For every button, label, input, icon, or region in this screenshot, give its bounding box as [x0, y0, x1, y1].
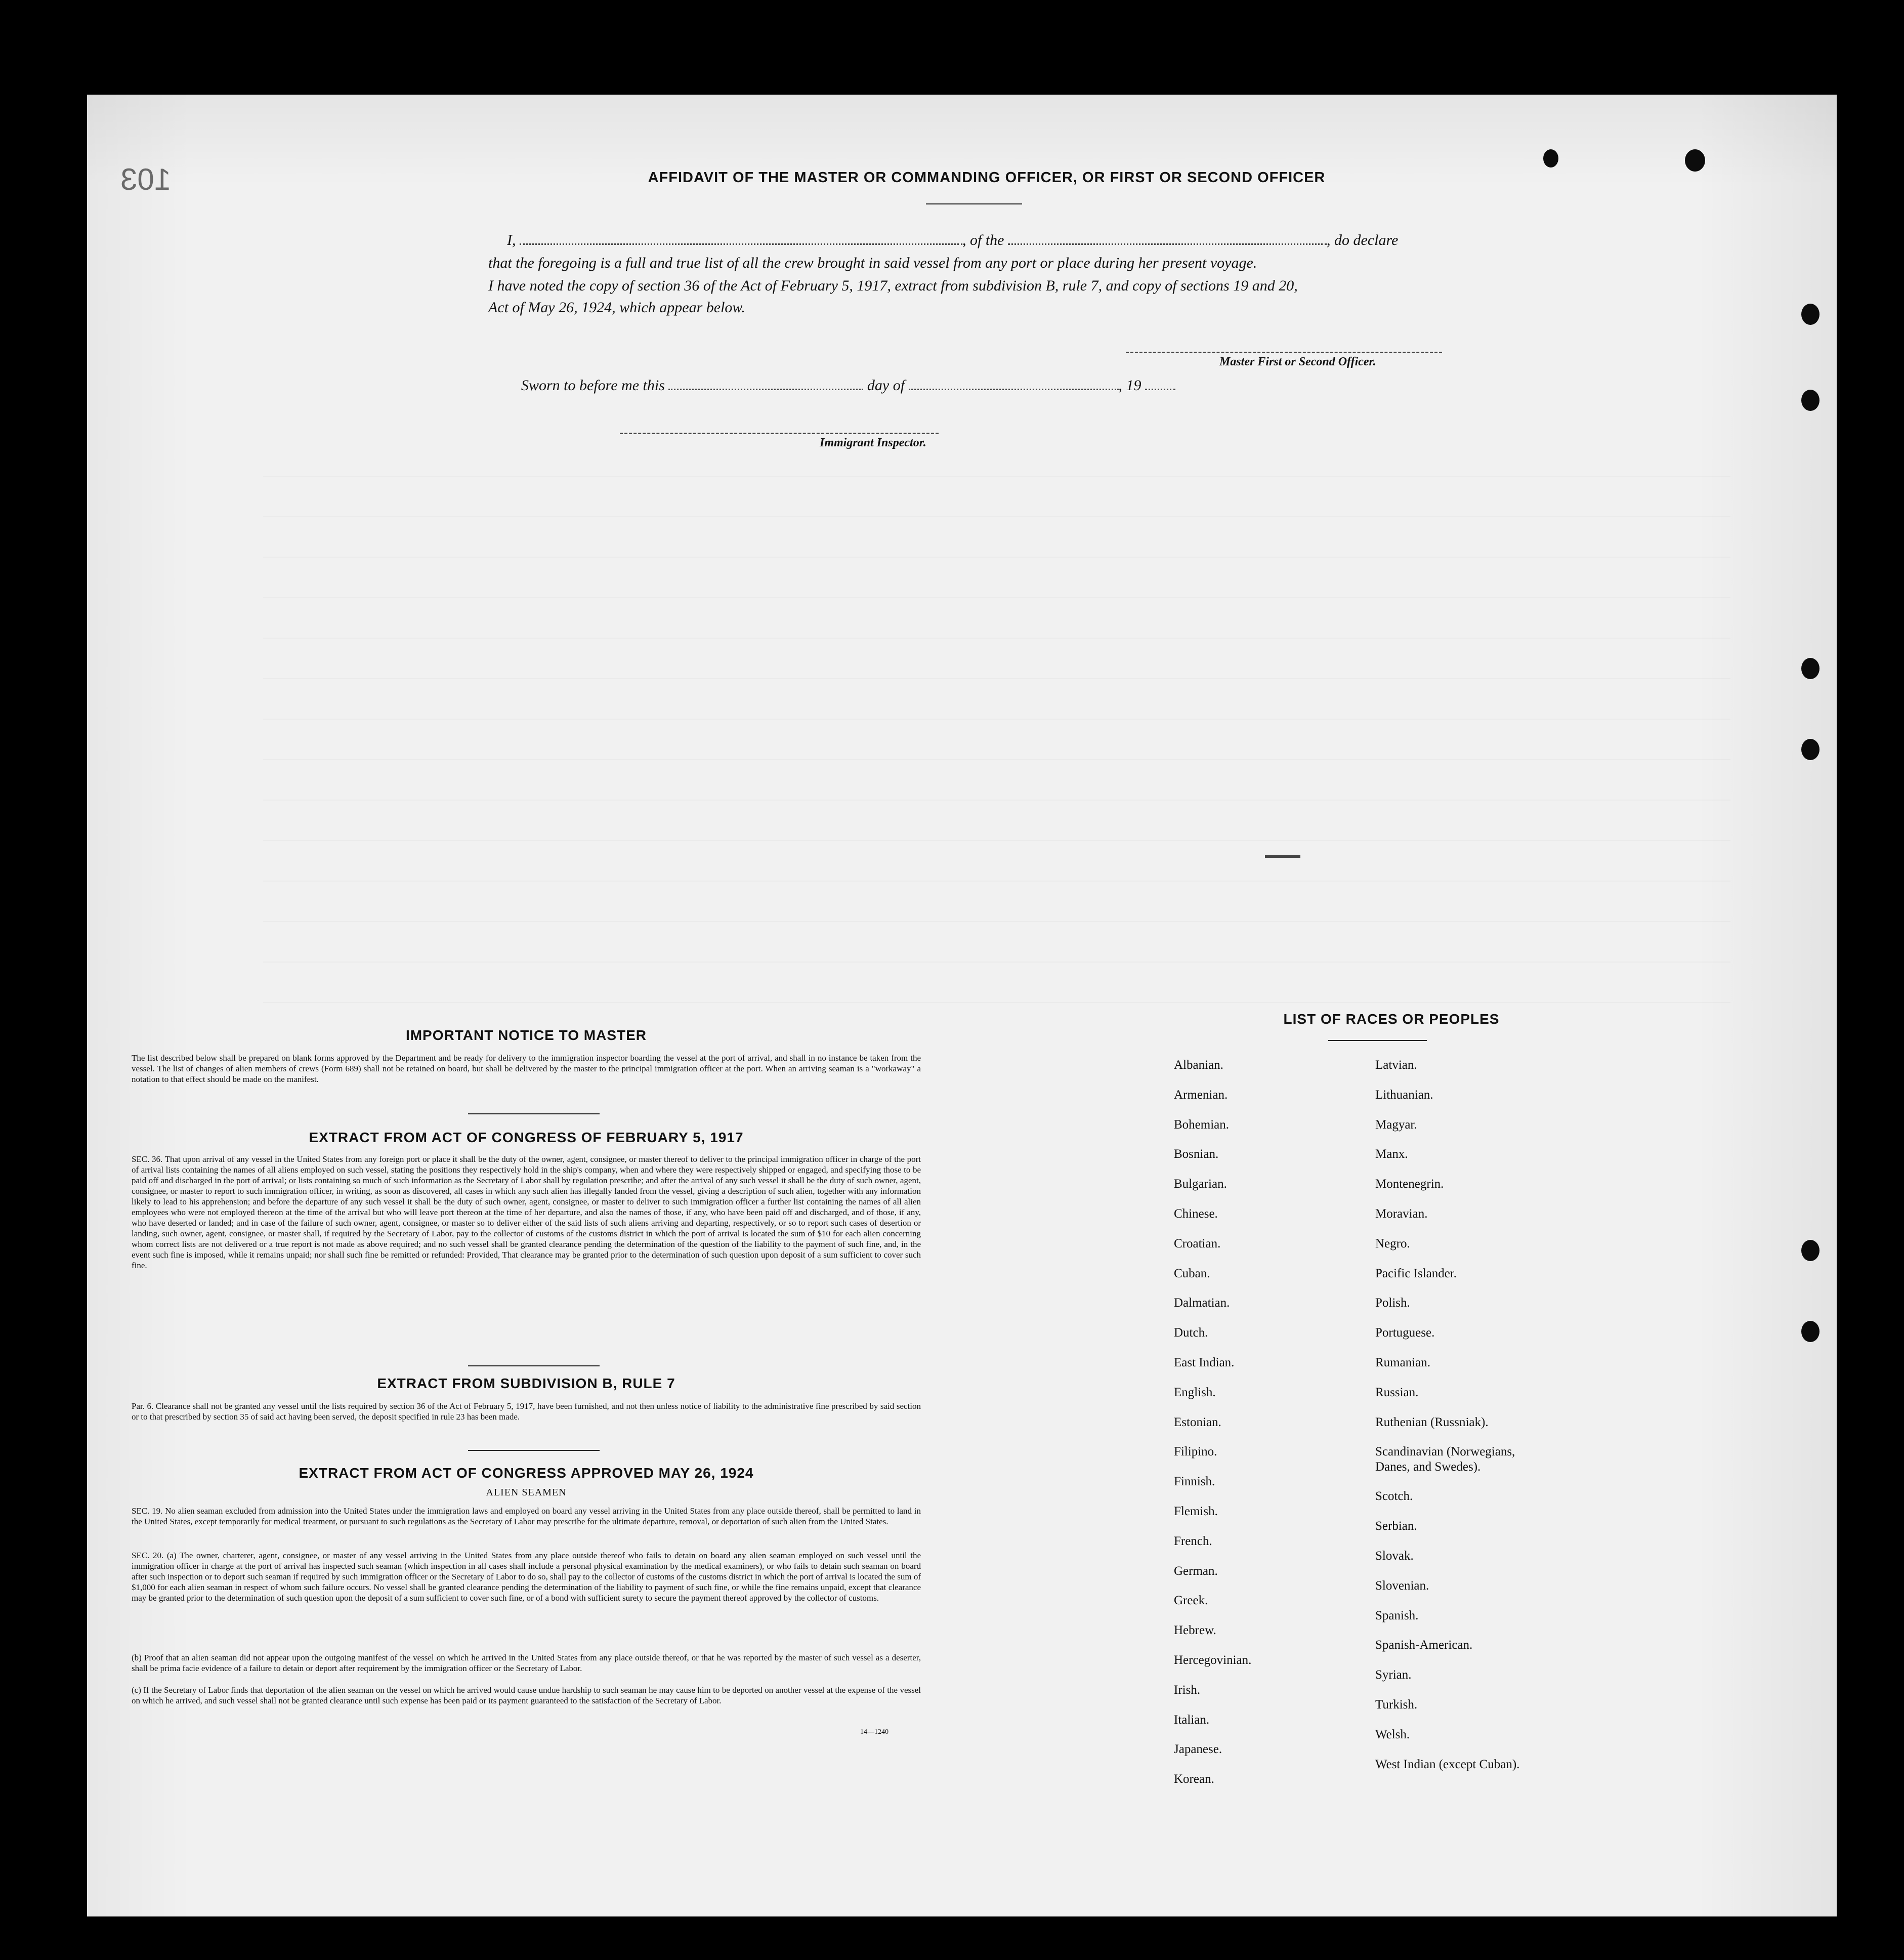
sworn-year-prefix: , 19 [1118, 377, 1141, 394]
affidavit-line-1 [507, 232, 1398, 249]
race-item: Albanian. [1174, 1058, 1223, 1072]
bleed-through-line [263, 962, 1730, 963]
extract-1924-sec20a: SEC. 20. (a) The owner, charterer, agent, consignee, or master of any vessel arriving in the United States from any place outside thereof who fails to detain on board any alien seaman employed on such vessel until the immigration officer in charge at the port of arrival has inspected such seaman (which inspection in all cases shall include a personal physical examination by the medical examiners), or who fails to detain such seaman on board after such inspection or to deport such seaman if required by such immigration officer or the Secretary of Labor to do so, shall pay to the collector of customs of the customs district in which the port of arrival is located the sum of $1,000 for each alien seaman in respect of whom such failure occurs. No vessel shall be granted clearance pending the determination of the liability to payment of such fine, or while the fine remains unpaid, except that clearance may be granted prior to the determination of such question upon the deposit of a sum sufficient to cover such fine, or of a bond with sufficient surety to secure the payment thereof approved by the collector of customs. [132, 1551, 921, 1603]
race-item: Spanish. [1375, 1608, 1419, 1622]
sworn-line [521, 377, 1175, 394]
race-item: Japanese. [1174, 1742, 1222, 1757]
bleed-through-line [263, 719, 1730, 720]
race-item: German. [1174, 1564, 1218, 1578]
sworn-month-field[interactable] [909, 389, 1119, 390]
race-item: Armenian. [1174, 1088, 1228, 1102]
race-item: Dalmatian. [1174, 1296, 1230, 1310]
bleed-through-line [263, 800, 1730, 801]
race-item: Bosnian. [1174, 1147, 1219, 1161]
extract-rule7-title: EXTRACT FROM SUBDIVISION B, RULE 7 [377, 1375, 675, 1391]
race-item: Serbian. [1375, 1519, 1417, 1533]
binder-hole [1801, 304, 1820, 325]
race-item: Korean. [1174, 1772, 1214, 1786]
race-item: Slovak. [1375, 1549, 1414, 1563]
declarant-of-label: , of the [962, 232, 1004, 248]
binder-hole [1801, 739, 1820, 760]
declarant-prefix: I, [507, 232, 516, 248]
race-item: Spanish-American. [1375, 1638, 1473, 1652]
race-item: Irish. [1174, 1683, 1201, 1697]
binder-hole [1685, 149, 1705, 172]
binder-hole [1543, 149, 1558, 168]
sworn-date-field[interactable] [668, 389, 863, 390]
master-signature-line[interactable] [1126, 352, 1442, 353]
race-item: Russian. [1375, 1385, 1419, 1399]
race-item: English. [1174, 1385, 1216, 1399]
race-item: East Indian. [1174, 1355, 1235, 1369]
declarant-name-field[interactable] [520, 243, 962, 245]
race-item: West Indian (except Cuban). [1375, 1757, 1520, 1771]
notice-title: IMPORTANT NOTICE TO MASTER [405, 1027, 647, 1043]
race-item: Filipino. [1174, 1445, 1217, 1459]
bleed-through-line [263, 597, 1730, 598]
divider [468, 1450, 600, 1451]
race-item: Hebrew. [1174, 1623, 1216, 1638]
bleed-through-line [263, 921, 1730, 922]
bleed-through-line [263, 557, 1730, 558]
race-item: Greek. [1174, 1594, 1208, 1608]
extract-rule7-body: Par. 6. Clearance shall not be granted any vessel until the lists required by section 36 of the Act of February 5, 1917, have been furnished, and not then unless notice of liability to the administrative fine prescribed by said section or to that prescribed by section 35 of said act having been served, the deposit specified in rule 23 has been made. [132, 1401, 921, 1422]
race-item: Dutch. [1174, 1326, 1208, 1340]
race-item: Scandinavian (Norwegians, Danes, and Swedes). [1375, 1445, 1515, 1474]
bleed-through-line [263, 638, 1730, 639]
extract-1924-sec19: SEC. 19. No alien seaman excluded from admission into the United States under the immigration laws and employed on board any vessel arriving in the United States from any place outside thereof, shall be permitted to land in the United States, except temporarily for medical treatment, or pursuant to such regulations as the Secretary of Labor may prescribe for the ultimate departure, removal, or deportation of such alien from the United States. [132, 1506, 921, 1526]
race-item: Flemish. [1174, 1504, 1218, 1518]
race-item: Chinese. [1174, 1206, 1218, 1221]
race-item: Polish. [1375, 1296, 1410, 1310]
bleed-through-line [263, 516, 1730, 517]
races-right-column [1375, 1058, 1638, 1786]
extract-1924-sec20c: (c) If the Secretary of Labor finds that deportation of the alien seaman on the vessel on which he arrived would cause undue hardship to such seaman he may cause him to be deported on another vessel at the expense of the vessel on which he arrived, and such vessel shall not be granted clearance until such expense has been paid or its payment guaranteed to the satisfaction of the Secretary of Labor. [132, 1685, 921, 1705]
binder-hole [1801, 1321, 1820, 1342]
bleed-through-line [263, 476, 1730, 477]
extract-1917-body: SEC. 36. That upon arrival of any vessel in the United States from any foreign port or place it shall be the duty of the owner, agent, consignee, or master thereof to deliver to the principal immigration officer in charge of the port of arrival lists containing the names of all aliens employed on such vessel, stating the positions they respectively hold in the ship's company, when and where they were respectively shipped or engaged, and specifying those to be paid off and discharged in the port of arrival; or lists containing so much of such information as the Secretary of Labor shall by regulation prescribe; and after the arrival of any such vessel it shall be the duty of such owner, agent, consignee, or master to report to such immigration officer, in writing, as soon as discovered, all cases in which any such alien has illegally landed from the vessel, giving a description of such alien, together with any information likely to lead to his apprehension; and before the departure of any such vessel it shall be the duty of such owner, agent, consignee, or master to deliver to such immigration officer a further list containing the names of all alien employees who were not employed thereon at the time of the arrival but who will leave port thereon at the time of her departure, and also the names of those, if any, who have been paid off and discharged, and of those, if any, who have deserted or landed; and in case of the failure of such owner, agent, consignee, or master so to deliver either of the said lists of such aliens arriving and departing, respectively, or so to report such cases of desertion or landing, such owner, agent, consignee, or master shall, if required by the Secretary of Labor, pay to the collector of customs of the customs district in which the port of arrival is located the sum of $10 for each alien concerning whom correct lists are not delivered or a true report is not made as above required; and no such vessel shall be granted clearance pending the determination of the question of the liability to the payment of such fine, and, in the event such fine is imposed, while it remains unpaid; nor shall such fine be remitted or refunded: Provided, That clearance may be granted prior to the determination of such question upon deposit of a sum sufficient to cover such fine. [132, 1154, 921, 1270]
bleed-through-line [263, 678, 1730, 679]
race-item: Negro. [1375, 1236, 1410, 1250]
bleed-through-line [263, 881, 1730, 882]
sworn-day-of: day of [867, 377, 905, 394]
divider [468, 1113, 600, 1114]
binder-hole [1801, 1240, 1820, 1261]
bleed-through-line [263, 1002, 1730, 1003]
extract-1924-subtitle: ALIEN SEAMEN [486, 1487, 567, 1498]
race-item: Lithuanian. [1375, 1088, 1433, 1102]
sworn-prefix: Sworn to before me this [521, 377, 665, 394]
race-item: Rumanian. [1375, 1355, 1431, 1369]
race-item: Bulgarian. [1174, 1177, 1227, 1191]
race-item: Croatian. [1174, 1236, 1221, 1250]
race-item: Hercegovinian. [1174, 1653, 1252, 1667]
race-item: Ruthenian (Russniak). [1375, 1415, 1489, 1429]
race-item: Bohemian. [1174, 1117, 1230, 1132]
extract-1917-title: EXTRACT FROM ACT OF CONGRESS OF FEBRUARY 5, 1917 [309, 1130, 744, 1145]
race-item: French. [1174, 1534, 1212, 1548]
divider [468, 1365, 600, 1366]
affidavit-line-2: that the foregoing is a full and true list of all the crew brought in said vessel from any port or place during her present voyage. [488, 255, 1257, 271]
race-item: Manx. [1375, 1147, 1408, 1161]
bleed-through-line [263, 759, 1730, 760]
race-item: Scotch. [1375, 1489, 1413, 1504]
race-item: Finnish. [1174, 1475, 1215, 1489]
race-item: Syrian. [1375, 1668, 1412, 1682]
race-item: Italian. [1174, 1713, 1210, 1727]
affidavit-title: AFFIDAVIT OF THE MASTER OR COMMANDING OFFICER, OR FIRST OR SECOND OFFICER [648, 170, 1326, 186]
race-item: Cuban. [1174, 1266, 1210, 1280]
binder-hole [1801, 658, 1820, 679]
race-item: Welsh. [1375, 1727, 1410, 1741]
inspector-signature-line[interactable] [620, 433, 939, 434]
notice-body: The list described below shall be prepared on blank forms approved by the Department and be ready for delivery to the immigration inspector boarding the vessel at the port of arrival, and shall in no instance be taken from the vessel. The list of changes of alien members of crews (Form 689) shall not be retained on board, but shall be delivered by the master to the principal immigration officer at the port. When an arriving seaman is a "workaway" a notation to that effect should be made on the manifest. [132, 1053, 921, 1084]
race-item: Turkish. [1375, 1697, 1418, 1712]
binder-hole [1801, 390, 1820, 411]
affidavit-line-3: I have noted the copy of section 36 of the Act of February 5, 1917, extract from subdivision B, rule 7, and copy of sections 19 and 20, [488, 277, 1298, 294]
race-item: Portuguese. [1375, 1326, 1435, 1340]
race-item: Pacific Islander. [1375, 1266, 1457, 1280]
form-number: 14—1240 [860, 1728, 888, 1736]
bleed-through-line [263, 840, 1730, 841]
vessel-name-field[interactable] [1008, 243, 1327, 245]
race-item: Latvian. [1375, 1058, 1417, 1072]
inspector-label: Immigrant Inspector. [820, 436, 926, 449]
declare-label: , do declare [1327, 232, 1399, 248]
stray-mark [1265, 855, 1300, 858]
sworn-year-field[interactable] [1145, 389, 1175, 390]
race-item: Moravian. [1375, 1206, 1428, 1221]
races-left-column [1174, 1058, 1366, 1802]
extract-1924-sec20b: (b) Proof that an alien seaman did not appear upon the outgoing manifest of the vessel on which he arrived in the United States from any place outside thereof, or that he was reported by the master of such vessel as a deserter, shall be prima facie evidence of a failure to detain or deport after requirement by the immigration officer or the Secretary of Labor. [132, 1653, 921, 1673]
affidavit-line-4: Act of May 26, 1924, which appear below. [488, 299, 745, 316]
master-signature-label: Master First or Second Officer. [1219, 355, 1376, 368]
title-underline [926, 203, 1022, 204]
race-item: Montenegrin. [1375, 1177, 1444, 1191]
race-item: Estonian. [1174, 1415, 1221, 1429]
races-underline [1328, 1040, 1427, 1041]
races-title: LIST OF RACES OR PEOPLES [1283, 1011, 1500, 1027]
margin-page-number: 103 [120, 162, 172, 196]
race-item: Magyar. [1375, 1117, 1417, 1132]
race-item: Slovenian. [1375, 1578, 1429, 1593]
extract-1924-title: EXTRACT FROM ACT OF CONGRESS APPROVED MAY 26, 1924 [299, 1465, 754, 1481]
